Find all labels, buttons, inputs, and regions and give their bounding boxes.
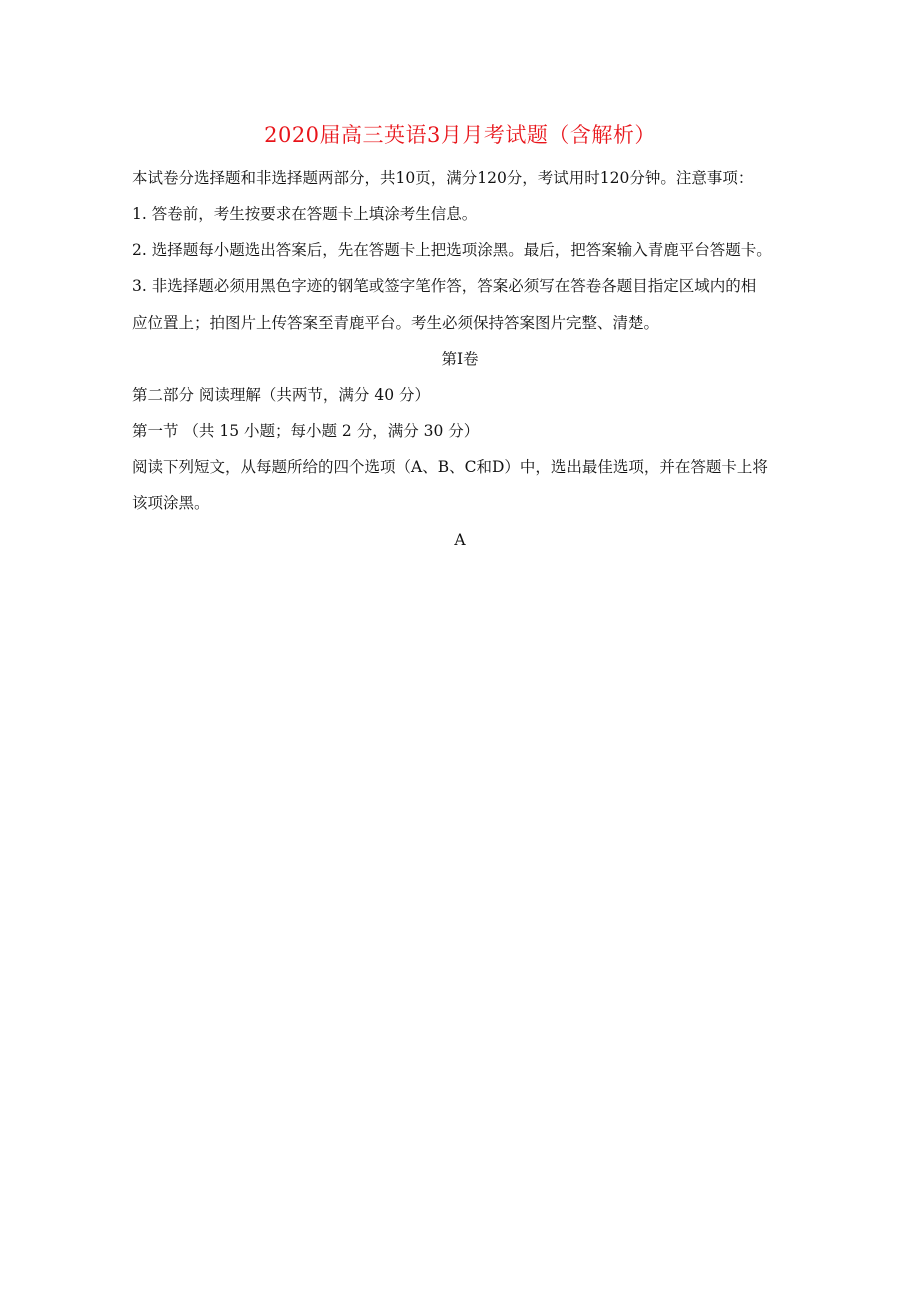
instructions-line-1: 阅读下列短文，从每题所给的四个选项（A、B、C和D）中，选出最佳选项，并在答题卡上将: [132, 458, 768, 476]
instructions-line-2: 该项涂黑。: [132, 494, 210, 512]
part-heading: 第二部分 阅读理解（共两节，满分 40 分）: [132, 386, 431, 404]
note-3: 3. 非选择题必须用黑色字迹的钢笔或签字笔作答，答案必须写在答卷各题目指定区域内的相: [132, 277, 757, 295]
passage-label: A: [454, 531, 466, 549]
note-3-continued: 应位置上；拍图片上传答案至青鹿平台。考生必须保持答案图片完整、清楚。: [132, 314, 660, 332]
note-2: 2. 选择题每小题选出答案后，先在答题卡上把选项涂黑。最后，把答案输入青鹿平台答题卡。: [132, 241, 772, 259]
volume-heading: 第I卷: [441, 350, 479, 368]
document-title: 2020届高三英语3月月考试题（含解析）: [264, 123, 656, 147]
section-heading: 第一节 （共 15 小题；每小题 2 分，满分 30 分）: [132, 422, 480, 440]
intro-text: 本试卷分选择题和非选择题两部分，共10页，满分120分，考试用时120分钟。注意事项：: [132, 169, 754, 187]
note-1: 1. 答卷前，考生按要求在答题卡上填涂考生信息。: [132, 205, 478, 223]
